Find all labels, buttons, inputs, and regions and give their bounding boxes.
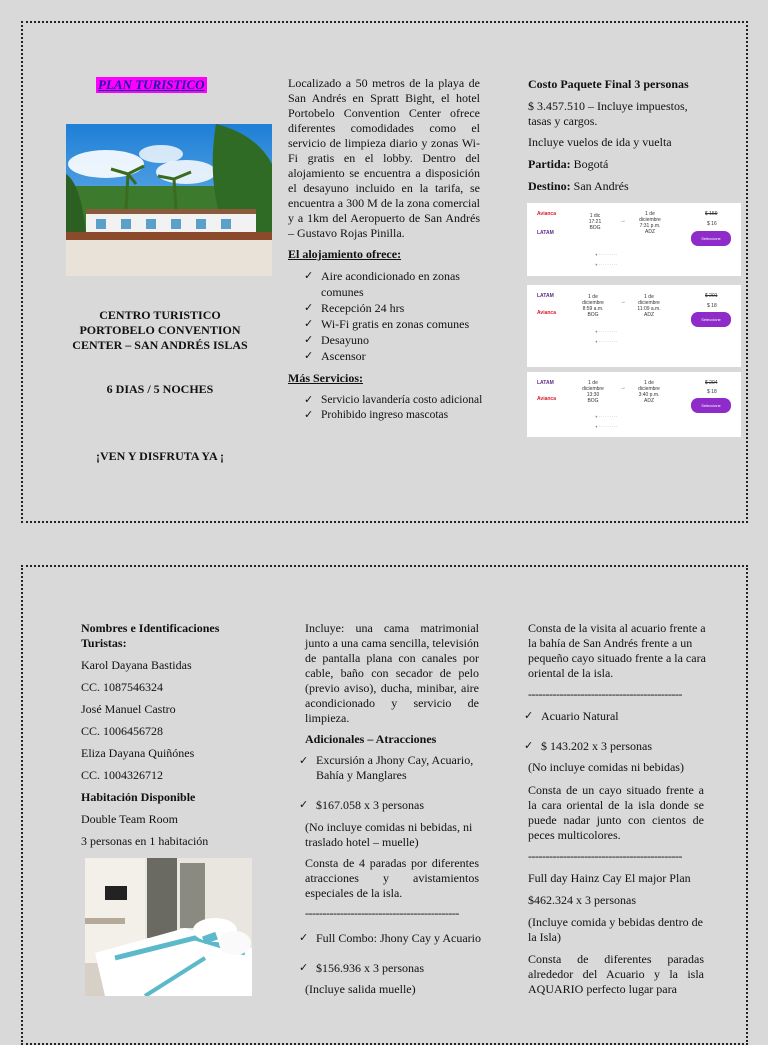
- dep-date: 1 de diciembre: [582, 294, 604, 306]
- hainz-description: Consta de diferentes paradas alrededor del Acuario y la isla AQUARIO perfecto lugar para: [528, 952, 704, 996]
- select-button[interactable]: Seleccione: [691, 231, 731, 246]
- departure-value: Bogotá: [570, 157, 609, 171]
- combo-list: [285, 930, 495, 946]
- arrow-icon: →: [620, 299, 626, 305]
- airline-name: Avianca: [537, 396, 556, 402]
- new-price: $ 18: [707, 303, 717, 309]
- offer-item: ✓ Ascensor: [304, 348, 496, 364]
- flight-card[interactable]: [527, 372, 741, 437]
- old-price: $ 204: [705, 380, 718, 386]
- departure: [528, 157, 608, 172]
- room-type: Double Team Room: [81, 812, 178, 826]
- aquarium-list: [510, 708, 720, 724]
- flight-detail-icon: ✈ · · · · · · · · ·: [595, 340, 618, 344]
- beach-hotel-photo: [66, 124, 272, 276]
- tourist-name: Karol Dayana Bastidas: [81, 658, 192, 672]
- flights-included: Incluye vuelos de ida y vuelta: [528, 135, 672, 149]
- destination-value: San Andrés: [570, 179, 629, 193]
- tourist-id: CC. 1006456728: [81, 724, 164, 738]
- old-price: $ 159: [705, 211, 718, 217]
- tourist-id: CC. 1087546324: [81, 680, 164, 694]
- divider: --------------------------------------------: [528, 687, 682, 701]
- aquarium-item: ✓ Acuario Natural: [524, 708, 720, 724]
- arr-code: ADZ: [645, 229, 655, 235]
- excursion-description: Consta de 4 paradas por diferentes atracciones y avistamientos especiales de la isla.: [305, 856, 479, 900]
- dep-code: BOG: [589, 225, 601, 231]
- flight-detail-icon: ✈ · · · · · · · · ·: [595, 253, 618, 257]
- room-heading: Habitación Disponible: [81, 790, 196, 804]
- tourist-id: CC. 1004326712: [81, 768, 164, 782]
- old-price: $ 201: [705, 293, 718, 299]
- excursion-list: [285, 753, 495, 783]
- hainz-price: $462.324 x 3 personas: [528, 893, 636, 907]
- excursion-price: ✓ $167.058 x 3 personas: [299, 797, 495, 813]
- hainz-note: (Incluye comida y bebidas dentro de la Isla): [528, 915, 703, 944]
- extras-heading: Adicionales – Atracciones: [305, 732, 437, 746]
- arr-date: 1 de diciembre: [638, 380, 660, 392]
- aquarium-price: ✓ $ 143.202 x 3 personas: [524, 738, 720, 754]
- aquarium-description-2: Consta de un cayo situado frente a la cara oriental de la isla donde se puede nadar junto con cientos de peces multicolores.: [528, 783, 704, 842]
- arr-code: ADZ: [644, 398, 654, 404]
- excursion-note: (No incluye comidas ni bebidas, ni traslado hotel – muelle): [305, 820, 473, 849]
- combo-price-list: [285, 960, 495, 976]
- duration: 6 DIAS / 5 NOCHES: [106, 382, 214, 396]
- airline-name: Avianca: [537, 211, 556, 217]
- offer-item: ✓ Aire acondicionado en zonas comunes: [304, 268, 496, 300]
- center-name: CENTRO TURISTICO PORTOBELO CONVENTION CENTER – SAN ANDRÉS ISLAS: [72, 308, 248, 352]
- dep-time: 13:30: [586, 392, 600, 398]
- aquarium-description: Consta de la visita al acuario frente a la bahía de San Andrés frente a un pequeño cayo situado frente a la cara oriental de la isla.: [528, 621, 706, 680]
- flight-detail-icon: ✈ · · · · · · · · ·: [595, 425, 618, 429]
- more-services-list: [288, 393, 484, 423]
- flight-detail-icon: ✈ · · · · · · · · ·: [595, 263, 618, 267]
- cost-value: $ 3.457.510 – Incluye impuestos, tasas y cargos.: [528, 99, 688, 128]
- new-price: $ 18: [707, 389, 717, 395]
- offer-item: ✓ Desayuno: [304, 332, 496, 348]
- destination: [528, 179, 629, 194]
- dep-date: 1 de diciembre: [582, 380, 604, 392]
- flight-card[interactable]: [527, 203, 741, 276]
- offers-list: [288, 268, 496, 364]
- aquarium-price-list: [510, 738, 720, 754]
- flight-card[interactable]: [527, 285, 741, 367]
- dep-time: 8:59 a.m.: [582, 306, 604, 312]
- airline-name: Avianca: [537, 310, 556, 316]
- cost-heading: Costo Paquete Final 3 personas: [528, 77, 689, 91]
- divider: --------------------------------------------: [528, 849, 682, 863]
- arr-code: ADZ: [644, 312, 654, 318]
- service-item: ✓ Prohibido ingreso mascotas: [304, 407, 484, 423]
- new-price: $ 16: [707, 221, 717, 227]
- offer-item: ✓ Recepción 24 hrs: [304, 300, 496, 316]
- arrow-icon: →: [620, 385, 626, 391]
- flight-detail-icon: ✈ · · · · · · · · ·: [595, 330, 618, 334]
- arr-date: 1 de diciembre: [638, 294, 660, 306]
- flight-detail-icon: ✈ · · · · · · · · ·: [595, 415, 618, 419]
- select-button[interactable]: Seleccione: [691, 312, 731, 327]
- combo-price: ✓ $156.936 x 3 personas: [299, 960, 495, 976]
- airline-name: LATAM: [537, 230, 554, 236]
- dep-code: BOG: [587, 312, 599, 318]
- offers-heading: El alojamiento ofrece:: [288, 247, 402, 261]
- service-item: ✓ Servicio lavandería costo adicional: [304, 393, 484, 407]
- arr-time: 7:31 p.m.: [639, 223, 661, 229]
- excursion-price-list: [285, 797, 495, 813]
- room-includes: Incluye: una cama matrimonial junto a una cama sencilla, televisión de pantalla plana con canales por cable, baño con secador de pelo (previo aviso), ducha, minibar, aire acondicionado y servicio de limpieza.: [305, 621, 479, 725]
- hotel-room-photo: [85, 858, 252, 996]
- divider: --------------------------------------------: [305, 906, 459, 920]
- arr-time: 11:09 a.m.: [637, 306, 661, 312]
- excursion-item: ✓ Excursión a Jhony Cay, Acuario, Bahía y Manglares: [299, 753, 495, 783]
- offer-item: ✓ Wi-Fi gratis en zonas comunes: [304, 316, 496, 332]
- arrow-icon: →: [620, 218, 626, 224]
- dep-code: BOG: [587, 398, 599, 404]
- arr-date: 1 de diciembre: [639, 211, 661, 223]
- dep-time: 17:21: [588, 219, 602, 225]
- arr-time: 3:40 p.m.: [638, 392, 660, 398]
- combo-item: ✓ Full Combo: Jhony Cay y Acuario: [299, 930, 495, 946]
- dep-date: 1 dic: [589, 213, 601, 219]
- tourist-name: Eliza Dayana Quiñónes: [81, 746, 195, 760]
- destination-label: Destino:: [528, 179, 571, 193]
- combo-note: (Incluye salida muelle): [305, 982, 416, 996]
- tourist-name: José Manuel Castro: [81, 702, 176, 716]
- room-capacity: 3 personas en 1 habitación: [81, 834, 209, 848]
- hainz-item: Full day Hainz Cay El major Plan: [528, 871, 691, 885]
- airline-name: LATAM: [537, 293, 554, 299]
- plan-title: PLAN TURISTICO: [98, 77, 205, 92]
- select-button[interactable]: Seleccione: [691, 398, 731, 413]
- hotel-description: Localizado a 50 metros de la playa de San Andrés en Spratt Bight, el hotel Portobelo Convention Center ofrece diferentes comodidades como el servicio de limpieza diario y zonas Wi-Fi gratis en el lobby. Dentro del alojamiento se encuentra a disposición el desayuno incluido en la tarifa, se encuentra a 300 M de la zona comercial y a 1km del Aeropuerto de San Andrés – Gustavo Rojas Pinilla.: [288, 76, 480, 240]
- departure-label: Partida:: [528, 157, 571, 171]
- tourists-heading: Nombres e Identificaciones Turistas:: [81, 621, 220, 650]
- slogan: ¡VEN Y DISFRUTA YA ¡: [95, 449, 224, 463]
- aquarium-note: (No incluye comidas ni bebidas): [528, 760, 684, 774]
- more-services-heading: Más Servicios:: [288, 371, 363, 385]
- airline-name: LATAM: [537, 380, 554, 386]
